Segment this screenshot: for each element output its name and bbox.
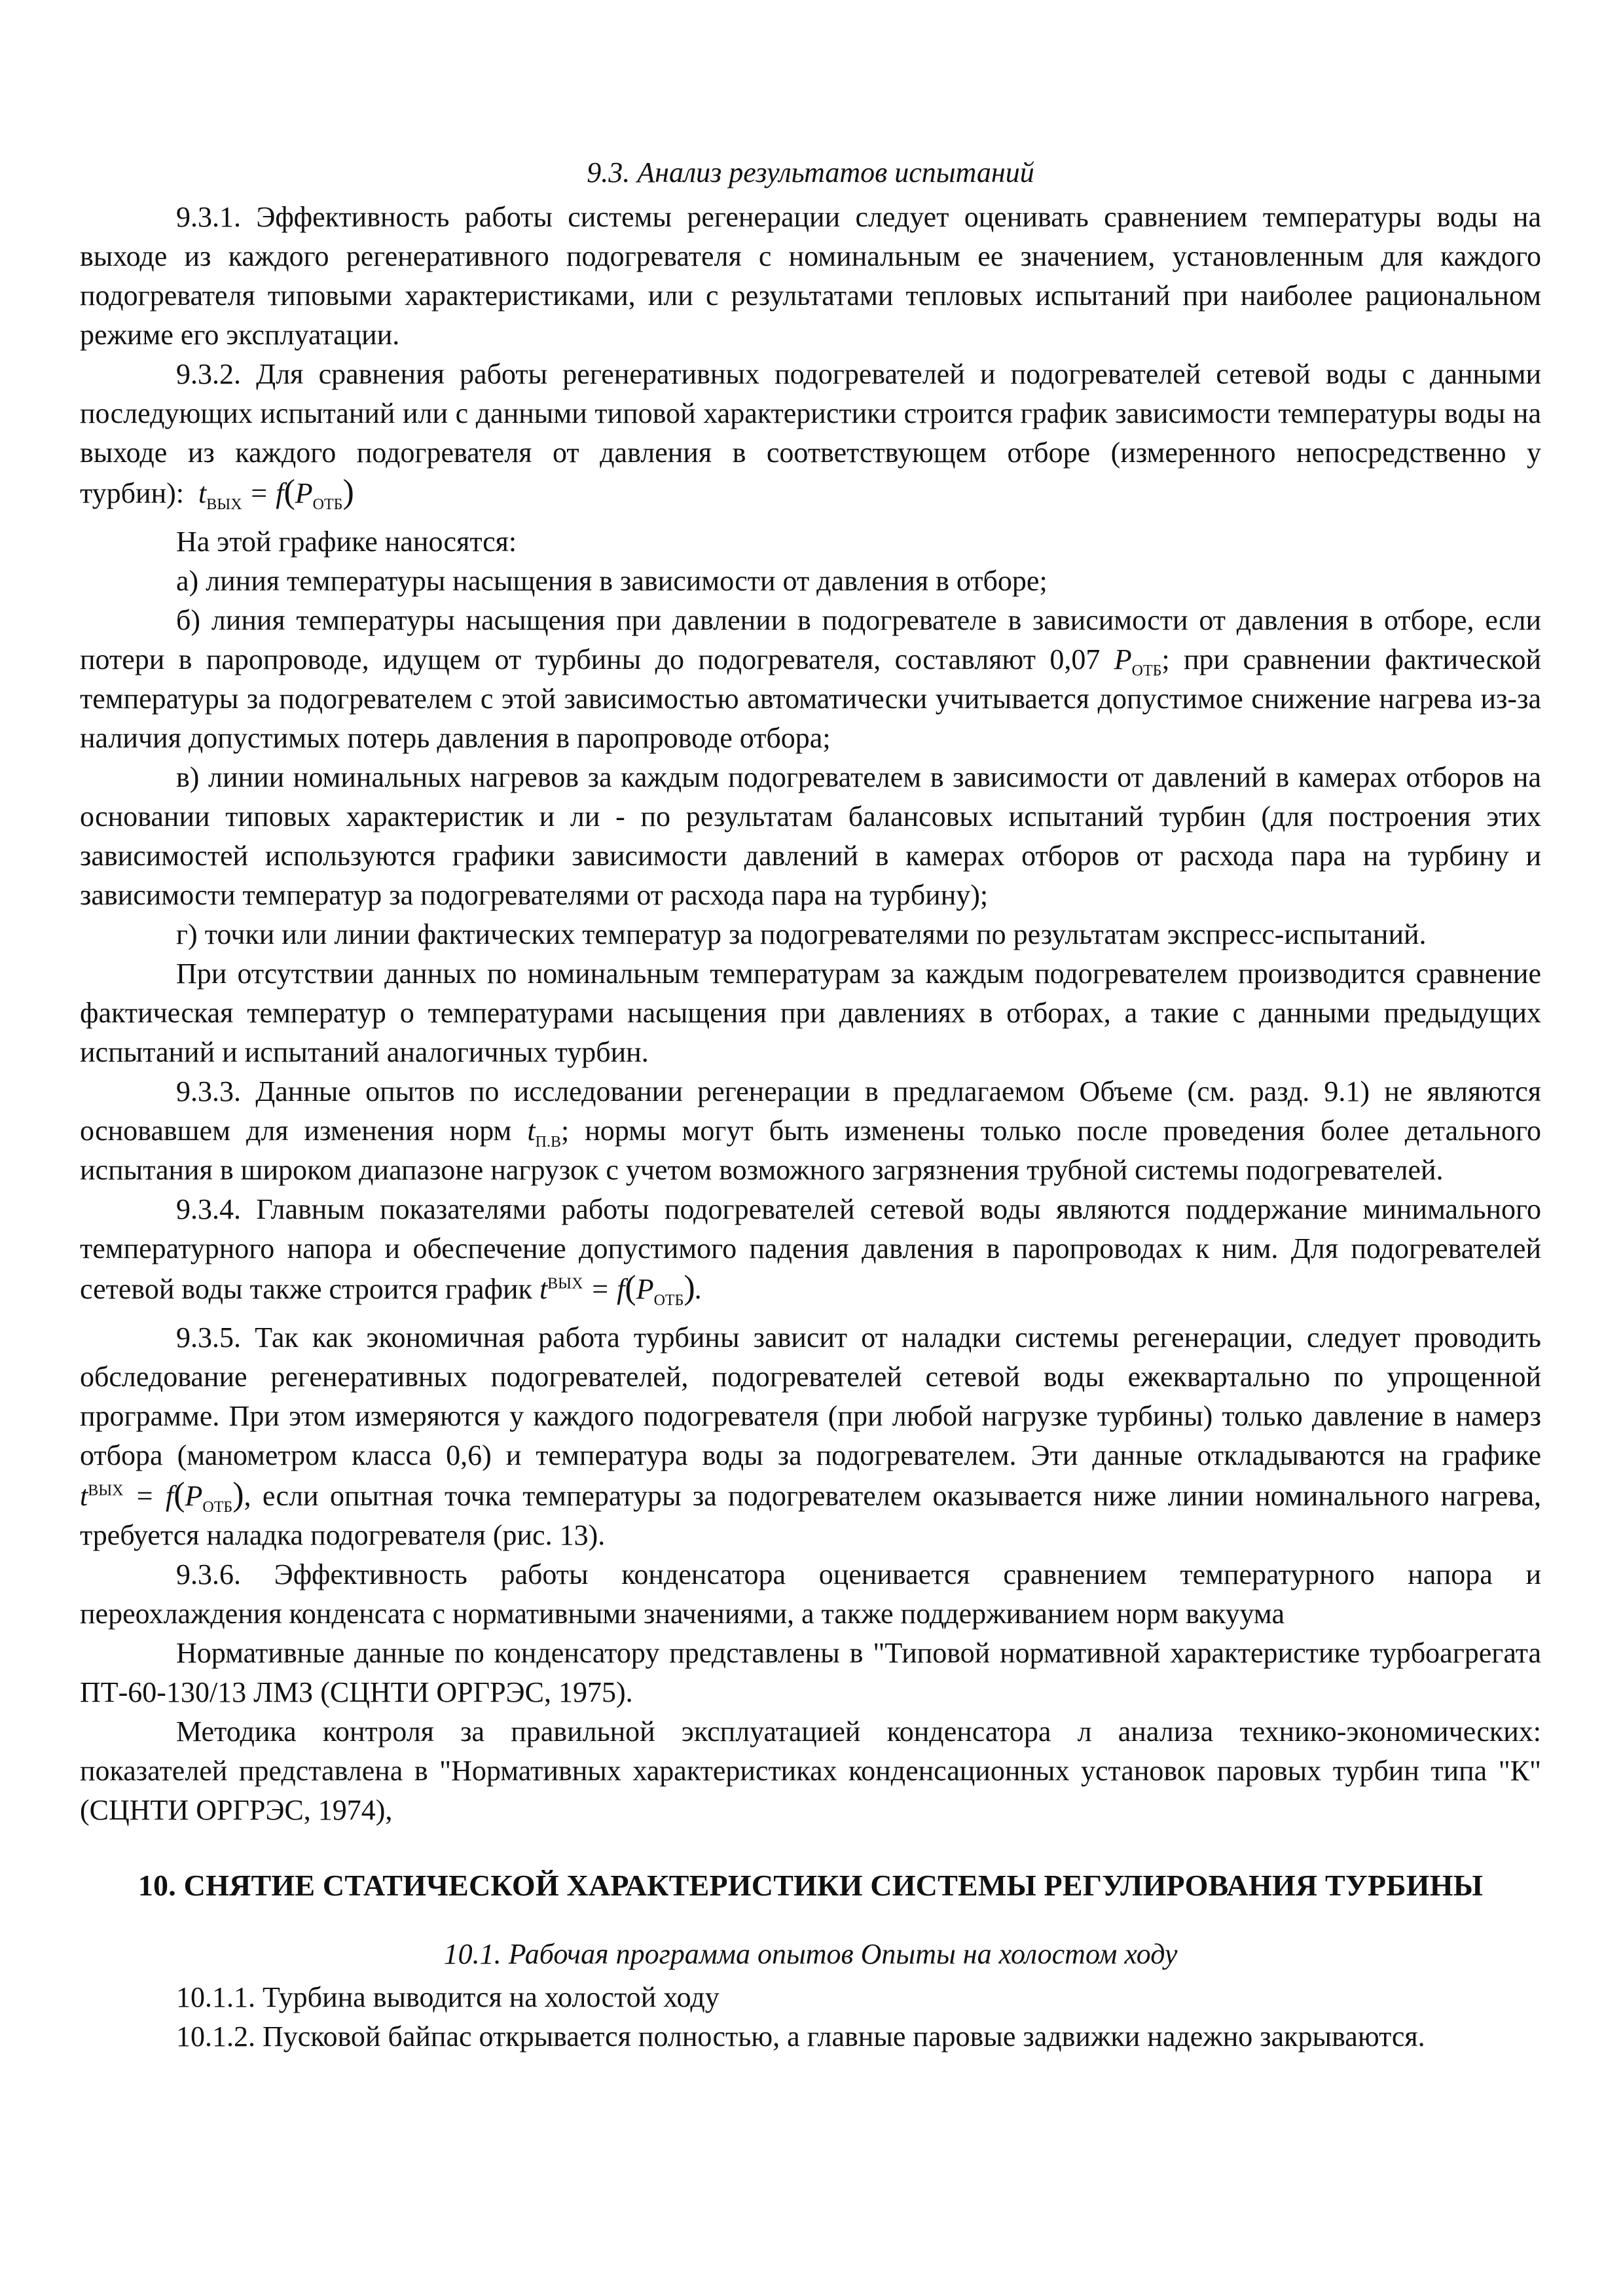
paragraph-9-3-4-text: 9.3.4. Главным показателями работы подогревателей сетевой воды являются поддержание минимального температурного напора и обеспечение допустимого падения давления в паропроводах к ним. Для подогревателей сетевой воды также строится график bbox=[80, 1193, 1541, 1305]
paragraph-9-3-1: 9.3.1. Эффективность работы системы регенерации следует оценивать сравнением температуры воды на выходе из каждого регенеративного подогревателя с номинальным ее значением, установленным для каждого подогревателя типовыми характеристиками, или с результатами тепловых испытаний при наиболее рациональном режиме его эксплуатации. bbox=[80, 201, 1541, 351]
chapter-heading-10: 10. СНЯТИЕ СТАТИЧЕСКОЙ ХАРАКТЕРИСТИКИ СИСТЕМЫ РЕГУЛИРОВАНИЯ ТУРБИНЫ bbox=[137, 1869, 1484, 1902]
paragraph-absence: При отсутствии данных по номинальным температурам за каждым подогревателем производится сравнение фактическая температур о температурами насыщения при давлениях в отборах, а такие с данными предыдущих испытаний и испытаний аналогичных турбин. bbox=[80, 958, 1541, 1068]
paragraph-9-3-3-text-1: 9.3.3. Данные опытов по исследовании регенерации в предлагаемом Объеме (см. разд. 9.1) не являются основавшем для изменения норм bbox=[80, 1075, 1541, 1147]
paragraph-9-3-5-text-1: 9.3.5. Так как экономичная работа турбины зависит от наладки системы регенерации, следует проводить обследование регенеративных подогревателей, подогревателей сетевой воды ежеквартально по упрощенной программе. При этом измеряются у каждого подогревателя (при любой нагрузке турбины) только давление в намерз отбора (манометром класса 0,6) и температура воды за подогревателем. Эти данные откладываются на графике bbox=[80, 1321, 1541, 1471]
list-item-b-text-1: б) линия температуры насыщения при давлении в подогревателе в зависимости от давления в отборе, если потери в паропроводе, идущем от турбины до подогревателя, составляют 0,07 bbox=[80, 604, 1541, 675]
formula-p-otb: $P_{ОТБ}$ bbox=[1114, 643, 1162, 679]
paragraph-9-3-2-text: 9.3.2. Для сравнения работы регенеративных подогревателей и подогревателей сетевой воды с данными последующих испытаний или с данными типовой характеристики строится график зависимости температуры воды на выходе из каждого подогревателя от давления в соответствующем отборе (измеренного непосредственно у турбин): bbox=[80, 358, 1541, 509]
paragraph-normative-data: Нормативные данные по конденсатору представлены в "Типовой нормативной характеристике турбоагрегата ПТ-60-130/13 ЛМЗ (СЦНТИ ОРГРЭС, 1975). bbox=[80, 1637, 1541, 1708]
paragraph-methodology: Методика контроля за правильной эксплуатацией конденсатора л анализа технико-экономических: показателей представлена в "Нормативных характеристиках конденсационных установок паровых турбин типа "К" (СЦНТИ ОРГРЭС, 1974), bbox=[80, 1715, 1541, 1826]
paragraph-9-3-4 bbox=[80, 1190, 1541, 1309]
paragraph-10-1-1: 10.1.1. Турбина выводится на холостой ходу bbox=[176, 1981, 720, 2013]
list-item-v: в) линии номинальных нагревов за каждым подогревателем в зависимости от давлений в камерах отборов на основании типовых характеристик и ли - по результатам балансовых испытаний турбин (для построения этих зависимостей используются графики зависимости давлений в камерах отборов от расхода пара на турбину и зависимости температур за подогревателями от расхода пара на турбину); bbox=[80, 761, 1541, 911]
list-item-b bbox=[80, 601, 1541, 758]
paragraph-9-3-5 bbox=[80, 1318, 1541, 1555]
list-intro: На этой графике наносятся: bbox=[176, 526, 517, 558]
paragraph-9-3-5-text-2: , если опытная точка температуры за подогревателем оказывается ниже линии номинального нагрева, требуется наладка подогревателя (рис. 13). bbox=[80, 1480, 1541, 1551]
paragraph-9-3-6: 9.3.6. Эффективность работы конденсатора оценивается сравнением температурного напора и переохлаждения конденсата с нормативными значениями, а также поддерживанием норм вакуума bbox=[80, 1558, 1541, 1630]
section-heading-9-3: 9.3. Анализ результатов испытаний bbox=[587, 156, 1034, 188]
list-item-g: г) точки или линии фактических температур за подогревателями по результатам экспресс-испытаний. bbox=[176, 918, 1427, 950]
paragraph-9-3-3 bbox=[80, 1072, 1541, 1190]
section-heading-10-1: 10.1. Рабочая программа опытов Опыты на холостом ходу bbox=[443, 1938, 1178, 1970]
text-column bbox=[80, 153, 1541, 2056]
list-item-b-text-2: ; при сравнении фактической температуры за подогревателем с этой зависимостью автоматически учитывается допустимое снижение нагрева из-за наличия допустимых потерь давления в паропроводе отбора; bbox=[80, 643, 1542, 754]
paragraph-9-3-2 bbox=[80, 355, 1541, 513]
list-item-a: а) линия температуры насыщения в зависимости от давления в отборе; bbox=[176, 565, 1048, 597]
formula-t-out-3: $t^{ВЫХ} = f(P_{ОТБ})$ bbox=[80, 1476, 244, 1516]
paragraph-10-1-2: 10.1.2. Пусковой байпас открывается полностью, а главные паровые задвижки надежно закрываются. bbox=[176, 2020, 1425, 2053]
paragraph-9-3-3-text-2: ; нормы могут быть изменены только после проведения более детального испытания в широком диапазоне нагрузок с учетом возможного загрязнения трубной системы подогревателей. bbox=[80, 1115, 1542, 1186]
formula-t-out-1: $t_{ВЫХ} = f(P_{ОТБ})$ bbox=[198, 473, 354, 513]
formula-t-out-2: $t^{ВЫХ} = f(P_{ОТБ})$. bbox=[539, 1269, 702, 1309]
formula-t-pv: $t_{П.В}$ bbox=[527, 1115, 561, 1151]
